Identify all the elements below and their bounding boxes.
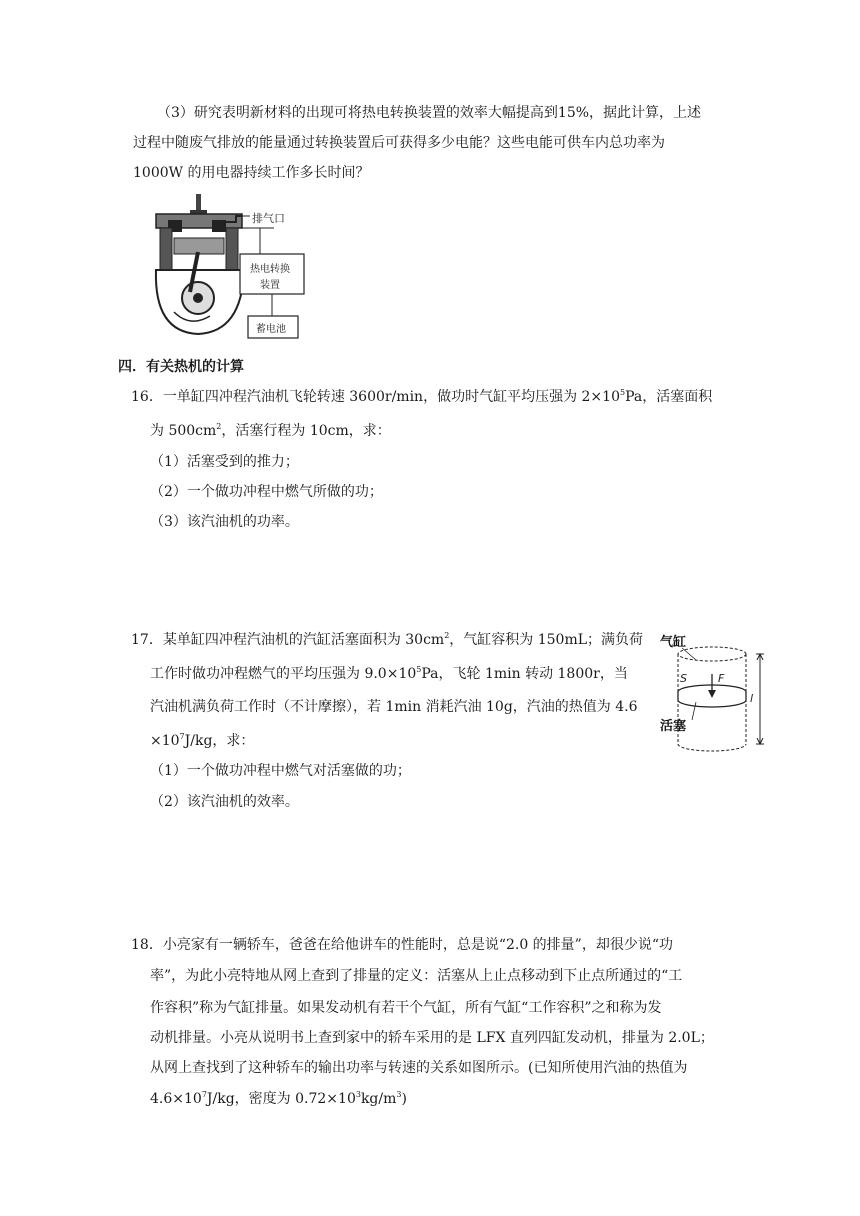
- q16-line-2: 为 $500cm^2$，活塞行程为 10cm，求：: [150, 422, 391, 439]
- converter-label-1: 热电转换: [250, 264, 290, 275]
- battery-label: 蓄电池: [256, 324, 286, 335]
- area-symbol: S: [680, 672, 687, 685]
- cylinder-diagram: [660, 630, 772, 760]
- q15-line-2: 过程中随废气排放的能量通过转换装置后可获得多少电能？这些电能可供车内总功率为: [133, 135, 665, 151]
- q18-line-5: 从网上查找到了这种轿车的输出功率与转速的关系如图所示。(已知所使用汽油的热值为: [150, 1060, 688, 1076]
- q15-line-1: （3）研究表明新材料的出现可将热电转换装置的效率大幅提高到15%，据此计算，上述: [157, 105, 702, 121]
- q16-line-1: 16．一单缸四冲程汽油机飞轮转速 3600r/min，做功时气缸平均压强为 $2\times 10^5Pa$，活塞面积: [131, 388, 713, 405]
- cylinder-label: 气缸: [660, 635, 687, 650]
- q18-line-6: $4.6\times 10^7J/kg$，密度为 $0.72\times 10^3kg/m^3$): [150, 1090, 407, 1107]
- q17-line-3: 汽油机满负荷工作时（不计摩擦），若 1min 消耗汽油 10g，汽油的热值为 4.6: [150, 699, 638, 715]
- q18-line-4: 动机排量。小亮从说明书上查到家中的轿车采用的是 LFX 直列四缸发动机，排量为 2.0L；: [150, 1030, 714, 1046]
- q15-line-3: 1000W 的用电器持续工作多长时间？: [133, 165, 370, 181]
- converter-label-2: 装置: [260, 280, 280, 291]
- q18-line-3: 作容积”称为气缸排量。如果发动机有若干个气缸，所有气缸“工作容积”之和称为发: [150, 1000, 662, 1016]
- exhaust-label: 排气口: [252, 212, 285, 225]
- q18-line-2: 率”，为此小亮特地从网上查到了排量的定义：活塞从上止点移动到下止点所通过的“工: [150, 968, 683, 984]
- q16-sub-3: （3）该汽油机的功率。: [150, 514, 299, 530]
- q17-sub-2: （2）该汽油机的效率。: [150, 794, 299, 810]
- piston-label: 活塞: [660, 719, 687, 734]
- q16-sub-2: （2）一个做功冲程中燃气所做的功；: [150, 484, 383, 500]
- q17-line-1: 17．某单缸四冲程汽油机的汽缸活塞面积为 $30cm^2$，气缸容积为 150mL；满负荷: [131, 631, 644, 648]
- engine-diagram: [150, 192, 310, 340]
- length-symbol: l: [750, 692, 754, 705]
- q18-line-1: 18．小亮家有一辆轿车，爸爸在给他讲车的性能时，总是说“2.0 的排量”，却很少说“功: [131, 937, 673, 953]
- q16-sub-1: （1）活塞受到的推力；: [150, 454, 299, 470]
- section-heading: 四．有关热机的计算: [118, 359, 244, 375]
- q17-line-2: 工作时做功冲程燃气的平均压强为 $9.0\times 10^5Pa$，飞轮 1min 转动 1800r，当: [150, 665, 628, 682]
- q17-line-4: $\times 10^7J/kg$，求：: [150, 732, 255, 749]
- force-symbol: F: [718, 672, 725, 685]
- q17-sub-1: （1）一个做功冲程中燃气对活塞做的功；: [150, 763, 411, 779]
